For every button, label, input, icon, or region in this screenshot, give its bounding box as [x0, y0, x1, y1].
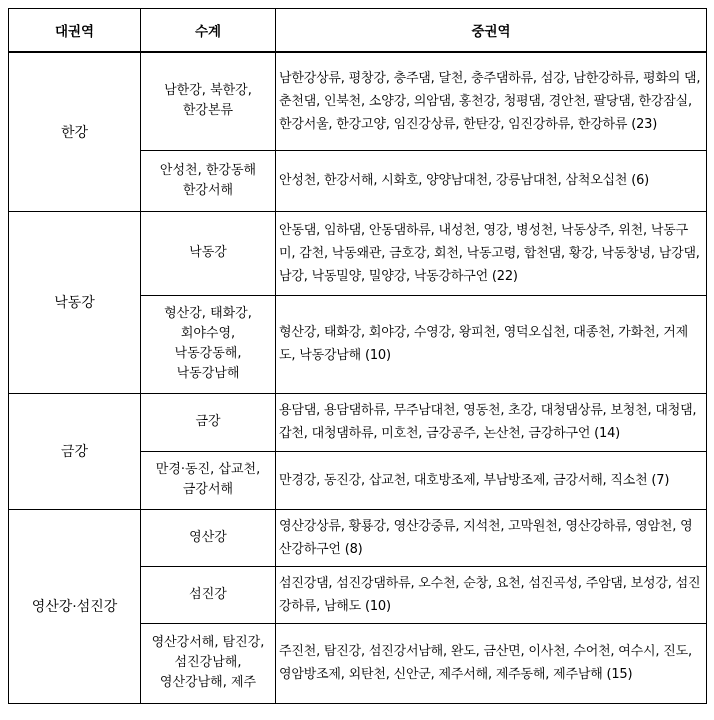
system-text: 금강: [195, 414, 221, 429]
region-cell: 낙동강: [9, 211, 141, 393]
system-text: 낙동강: [189, 245, 227, 260]
region-cell: 한강: [9, 52, 141, 211]
table-row: [9, 393, 707, 451]
basin-table: [8, 8, 707, 704]
table-row: [9, 52, 707, 150]
system-cell: [141, 393, 276, 451]
system-cell: [141, 211, 276, 295]
mid-cell: 만경강, 동진강, 삽교천, 대호방조제, 부남방조제, 금강서해, 직소천 (7): [276, 451, 707, 509]
header-row: [9, 9, 707, 53]
system-text: 영산강서해, 탐진강, 섬진강남해, 영산강남해, 제주: [151, 635, 265, 690]
mid-cell: 안동댐, 임하댐, 안동댐하류, 내성천, 영강, 병성천, 낙동상주, 위천, 낙동구미, 감천, 낙동왜관, 금호강, 회천, 낙동고령, 합천댐, 황강, 낙동창녕, 남강댐, 남강, 낙동밀양, 밀양강, 낙동강하구언 (22): [276, 211, 707, 295]
system-text: 안성천, 한강동해 한강서해: [159, 162, 257, 198]
system-text: 남한강, 북한강, 한강본류: [164, 83, 252, 119]
header-mid: 중권역: [276, 9, 707, 53]
system-cell: [141, 566, 276, 623]
system-text: 섬진강: [189, 586, 227, 602]
system-cell: [141, 295, 276, 393]
mid-cell: 용담댐, 용담댐하류, 무주남대천, 영동천, 초강, 대청댐상류, 보청천, 대청댐, 갑천, 대청댐하류, 미호천, 금강공주, 논산천, 금강하구언 (14): [276, 393, 707, 451]
system-cell: [141, 150, 276, 211]
header-region: 대권역: [9, 9, 141, 53]
system-text: 만경·동진, 삽교천, 금강서해: [155, 462, 261, 497]
region-cell: 영산강·섬진강: [9, 509, 141, 703]
system-text: 영산강: [189, 529, 227, 545]
mid-cell: 남한강상류, 평창강, 충주댐, 달천, 충주댐하류, 섬강, 남한강하류, 평화의 댐, 춘천댐, 인북천, 소양강, 의암댐, 홍천강, 청평댐, 경안천, 팔당댐, 한강잠실, 한강서울, 한강고양, 임진강상류, 한탄강, 임진강하류, 한강하류 (23): [276, 52, 707, 150]
mid-cell: 영산강상류, 황룡강, 영산강중류, 지석천, 고막원천, 영산강하류, 영암천, 영산강하구언 (8): [276, 509, 707, 566]
system-cell: [141, 623, 276, 703]
region-cell: 금강: [9, 393, 141, 509]
mid-cell: 형산강, 태화강, 회야강, 수영강, 왕피천, 영덕오십천, 대종천, 가화천, 거제도, 낙동강남해 (10): [276, 295, 707, 393]
system-cell: [141, 52, 276, 150]
mid-cell: 안성천, 한강서해, 시화호, 양양남대천, 강릉남대천, 삼척오십천 (6): [276, 150, 707, 211]
table-row: [9, 509, 707, 566]
system-text: 형산강, 태화강, 회야수영, 낙동강동해, 낙동강남해: [164, 306, 252, 381]
system-cell: [141, 451, 276, 509]
system-cell: [141, 509, 276, 566]
mid-cell: 주진천, 탐진강, 섬진강서남해, 완도, 금산면, 이사천, 수어천, 여수시, 진도, 영암방조제, 외탄천, 신안군, 제주서해, 제주동해, 제주남해 (15): [276, 623, 707, 703]
header-system: 수계: [141, 9, 276, 53]
table-row: [9, 211, 707, 295]
mid-cell: 섬진강댐, 섬진강댐하류, 오수천, 순창, 요천, 섬진곡성, 주암댐, 보성강, 섬진강하류, 남해도 (10): [276, 566, 707, 623]
